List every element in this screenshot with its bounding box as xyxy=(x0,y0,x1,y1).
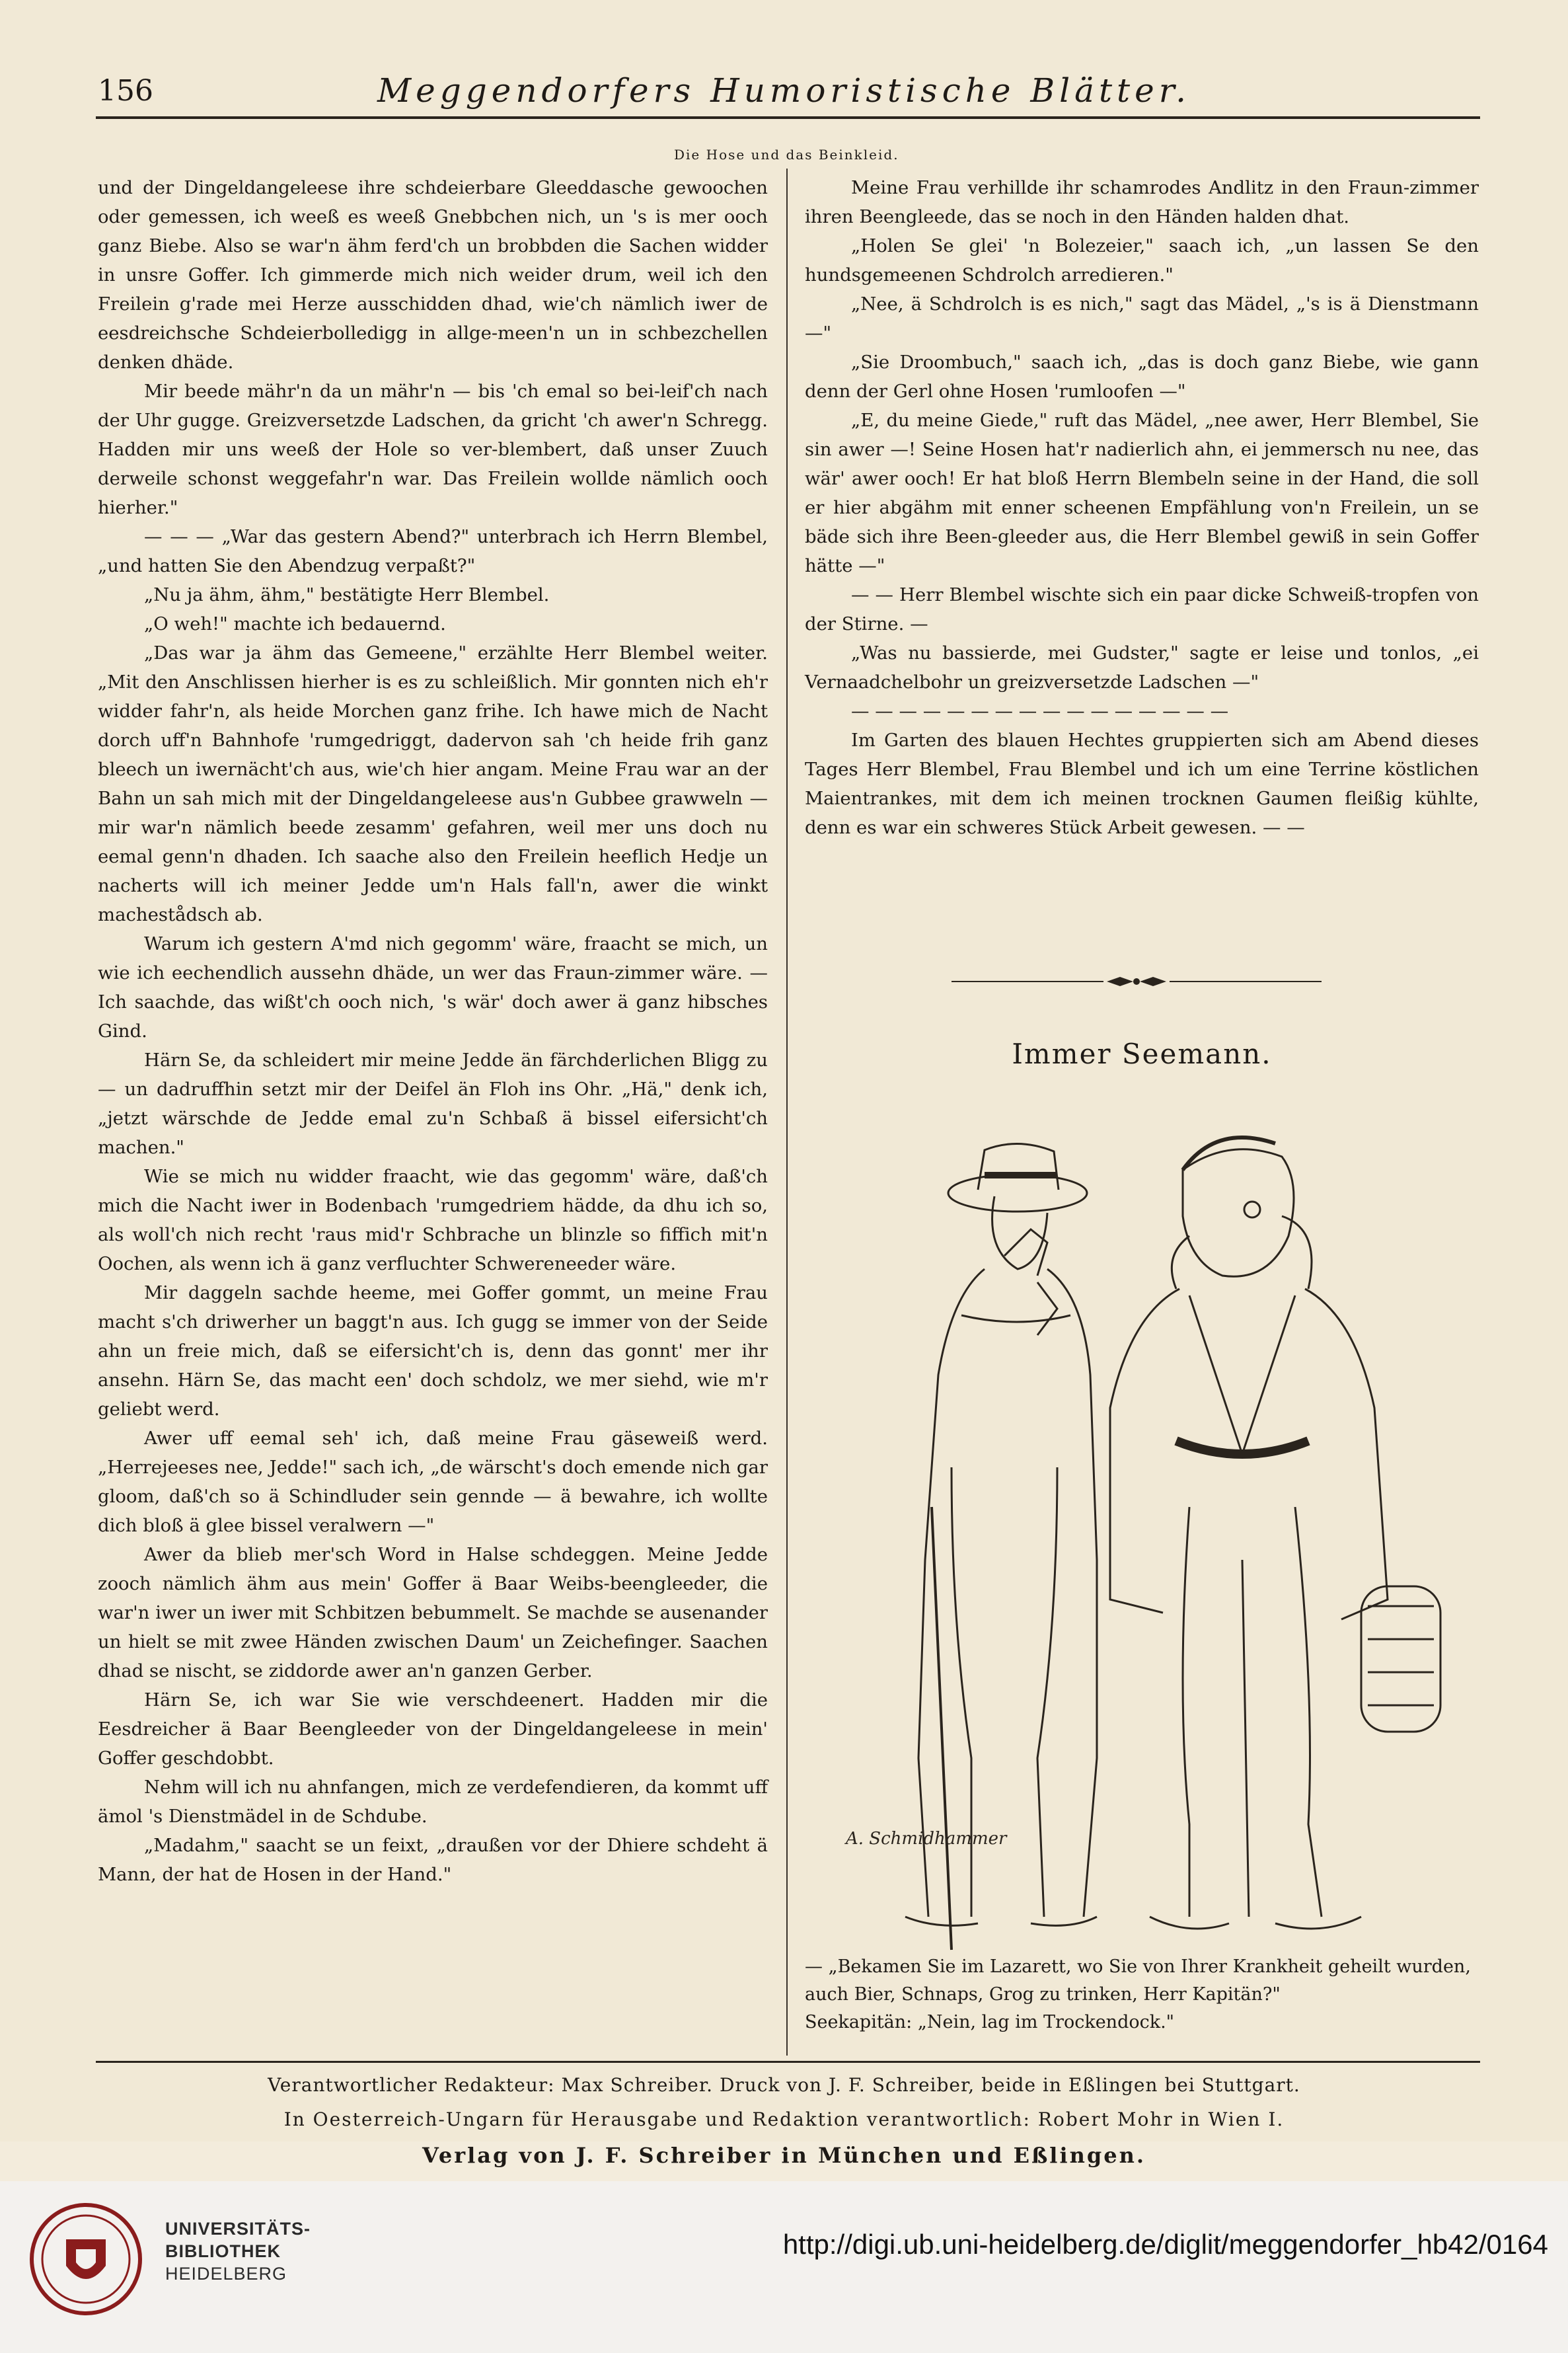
paragraph: „E, du meine Giede," ruft das Mädel, „nee awer, Herr Blembel, Sie sin awer —! Seine Hosen hat'r nadierlich ahn, ei jemmersch nu nee, das wär' awer ooch! Er hat bloß Herrn Blembeln seine in der Hand, die soll er hier abgähm mit enner scheenen Empfählung von'n Freilein, un se bäde sich ihre Been-gleeder aus, die Herr Blembel gewiß in sein Goffer hätte —" xyxy=(805,410,1479,576)
paragraph: Awer da blieb mer'sch Word in Halse schdeggen. Meine Jedde zooch nämlich ähm aus mein' Goffer ä Baar Weibs-beengleeder, die war'n iwer un iwer mit Schbitzen bebummelt. Se machde se ausenander un hielt se mit zwee Händen zwischen Daum' un Zeichefinger. Saachen dhad se nischt, se ziddorde awer an'n ganzen Gerber. xyxy=(98,1544,768,1681)
caption-question: — „Bekamen Sie im Lazarett, wo Sie von Ihrer Krankheit geheilt wurden, auch Bier, Schnaps, Grog zu trinken, Herr Kapitän?" xyxy=(805,1956,1471,2005)
university-seal-icon xyxy=(26,2200,145,2319)
paragraph: — — — — — — — — — — — — — — — — xyxy=(851,701,1229,722)
cartoon-illustration xyxy=(819,1097,1467,1983)
paragraph: — — Herr Blembel wischte sich ein paar dicke Schweiß-tropfen von der Stirne. — xyxy=(805,584,1479,635)
library-name-line2: BIBLIOTHEK xyxy=(165,2241,281,2261)
paragraph: Awer uff eemal seh' ich, daß meine Frau gäseweiß werd. „Herrejeeses nee, Jedde!" sach ich, „de wärscht's doch emende nich gar gloom, daß'ch so ä Schindluder sein gennde — ä bewahre, ich wollte dich bloß ä glee bissel veralwern —" xyxy=(98,1428,768,1536)
cartoon-caption xyxy=(805,1953,1479,2036)
paragraph: „O weh!" machte ich bedauernd. xyxy=(144,613,446,635)
imprint-publisher: Verlag von J. F. Schreiber in München und Eßlingen. xyxy=(422,2143,1146,2168)
paragraph: — — — „War das gestern Abend?" unterbrach ich Herrn Blembel, „und hatten Sie den Abendzug verpaßt?" xyxy=(98,526,768,576)
page-title: Meggendorfers Humoristische Blätter. xyxy=(377,71,1191,110)
paragraph: „Holen Se glei' 'n Bolezeier," saach ich, „un lassen Se den hundsgemeenen Schdrolch arredieren." xyxy=(805,235,1479,286)
column-divider xyxy=(786,169,788,2056)
paragraph: und der Dingeldangeleese ihre schdeierbare Gleeddasche gewoochen oder gemessen, ich weeß es weeß Gnebbchen nich, un 's is mer ooch ganz Biebe. Also se war'n ähm ferd'ch un brobbden die Sachen widder in unsre Goffer. Ich gimmerde mich nich weider drum, weil ich den Freilein g'rade mei Herze ausschidden dhad, wie'ch nämlich iwer de eesdreichsche Schdeierbolledigg in allge-meen'n un in schbezchellen denken dhäde. xyxy=(98,177,768,373)
footer-rule xyxy=(96,2061,1480,2063)
page-number: 156 xyxy=(98,74,153,108)
paragraph: „Madahm," saacht se un feixt, „draußen vor der Dhiere schdeht ä Mann, der hat de Hosen in der Hand." xyxy=(98,1835,768,1885)
imprint-editor: Verantwortlicher Redakteur: Max Schreiber. Druck von J. F. Schreiber, beide in Eßlingen bei Stuttgart. xyxy=(268,2074,1300,2096)
right-text-column xyxy=(805,173,1479,842)
paragraph: „Nee, ä Schdrolch is es nich," sagt das Mädel, „'s is ä Dienstmann —" xyxy=(805,293,1479,344)
paragraph: Nehm will ich nu ahnfangen, mich ze verdefendieren, da kommt uff ämol 's Dienstmädel in de Schdube. xyxy=(98,1777,768,1827)
story-subtitle: Die Hose und das Beinkleid. xyxy=(674,147,899,163)
paragraph: „Was nu bassierde, mei Gudster," sagte er leise und tonlos, „ei Vernaadchelbohr un greizversetzde Ladschen —" xyxy=(805,642,1479,693)
cartoon-title: Immer Seemann. xyxy=(1012,1038,1272,1070)
header-rule xyxy=(96,116,1480,119)
paragraph: „Sie Droombuch," saach ich, „das is doch ganz Biebe, wie gann denn der Gerl ohne Hosen 'rumloofen —" xyxy=(805,352,1479,402)
paragraph: Meine Frau verhillde ihr schamrodes Andlitz in den Fraun-zimmer ihren Beengleede, das se noch in den Händen halden dhat. xyxy=(805,177,1479,227)
ornament-divider xyxy=(952,972,1322,991)
imprint-austria: In Oesterreich-Ungarn für Herausgabe und Redaktion verantwortlich: Robert Mohr in Wien I. xyxy=(283,2108,1285,2130)
library-name-line3: HEIDELBERG xyxy=(165,2264,287,2284)
permalink-url[interactable]: http://digi.ub.uni-heidelberg.de/diglit/meggendorfer_hb42/0164 xyxy=(782,2229,1548,2260)
paragraph: Mir beede mähr'n da un mähr'n — bis 'ch emal so bei-leif'ch nach der Uhr gugge. Greizversetzde Ladschen, da gricht 'ch awer'n Schregg. Hadden mir uns weeß der Hole so ver-blembert, daß unser Zuuch derweile schonst weggefahr'n war. Das Freilein wollde nämlich ooch hierher." xyxy=(98,381,768,518)
paragraph: Wie se mich nu widder fraacht, wie das gegomm' wäre, daß'ch mich die Nacht iwer in Bodenbach 'rumgedriem hädde, da dhu ich so, als woll'ch nich recht 'raus mid'r Schbrache un blinzle so fiffich mit'n Oochen, als wenn ich ä ganz verfluchter Schwereneeder wäre. xyxy=(98,1166,768,1274)
paragraph: Im Garten des blauen Hechtes gruppierten sich am Abend dieses Tages Herr Blembel, Frau Blembel und ich um eine Terrine köstlichen Maientrankes, mit dem ich meinen trocknen Gaumen fleißig kühlte, denn es war ein schweres Stück Arbeit gewesen. — — xyxy=(805,730,1479,838)
caption-answer: Seekapitän: „Nein, lag im Trockendock." xyxy=(805,2012,1175,2032)
library-footer-bar xyxy=(0,2181,1568,2353)
paragraph: Härn Se, da schleidert mir meine Jedde än färchderlichen Bligg zu — un dadruffhin setzt mir der Deifel än Floh ins Ohr. „Hä," denk ich, „jetzt wärschde de Jedde emal zu'n Schbaß ä bissel eifersicht'ch machen." xyxy=(98,1050,768,1158)
paragraph: Warum ich gestern A'md nich gegomm' wäre, fraacht se mich, un wie ich eechendlich aussehn dhäde, un wer das Fraun-zimmer wäre. — Ich saachde, das wißt'ch ooch nich, 's wär' doch awer ä ganz hibsches Gind. xyxy=(98,933,768,1042)
left-text-column xyxy=(98,173,768,1889)
paragraph: „Das war ja ähm das Gemeene," erzählte Herr Blembel weiter. „Mit den Anschlissen hierher is es zu schleißlich. Mir gonnten nich eh'r widder fahr'n, als heide Morchen ganz frihe. Ich hawe mich de Nacht dorch uff'n Bahnhofe 'rumgedriggt, dadervon sah 'ch heide frih ganz bleech un iwernächt'ch aus, wie'ch hier angam. Meine Frau war an der Bahn un sah mich mit der Dingeldangeleese aus'n Gubbee grawweln — mir war'n nämlich beede zesamm' gefahren, weil mer uns doch nu eemal genn'n dhaden. Ich saache also den Freilein heeflich Hedje un nacherts will ich meiner Jedde um'n Hals fall'n, awer die winkt machestådsch ab. xyxy=(98,642,768,925)
library-name xyxy=(165,2218,311,2285)
library-name-line1: UNIVERSITÄTS- xyxy=(165,2219,311,2239)
paragraph: Mir daggeln sachde heeme, mei Goffer gommt, un meine Frau macht s'ch driwerher un baggt'n aus. Ich gugg se immer von der Seide ahn un freie mich, daß se eifersicht'ch is, denn das gonnt' mer ihr ansehn. Härn Se, das macht een' doch schdolz, we mer siehd, wie m'r geliebt werd. xyxy=(98,1282,768,1420)
paragraph: Härn Se, ich war Sie wie verschdeenert. Hadden mir die Eesdreicher ä Baar Beengleeder von der Dingeldangeleese in mein' Goffer geschdobbt. xyxy=(98,1689,768,1769)
paragraph: „Nu ja ähm, ähm," bestätigte Herr Blembel. xyxy=(144,584,550,605)
artist-signature: A. Schmidhammer xyxy=(846,1829,1007,1849)
